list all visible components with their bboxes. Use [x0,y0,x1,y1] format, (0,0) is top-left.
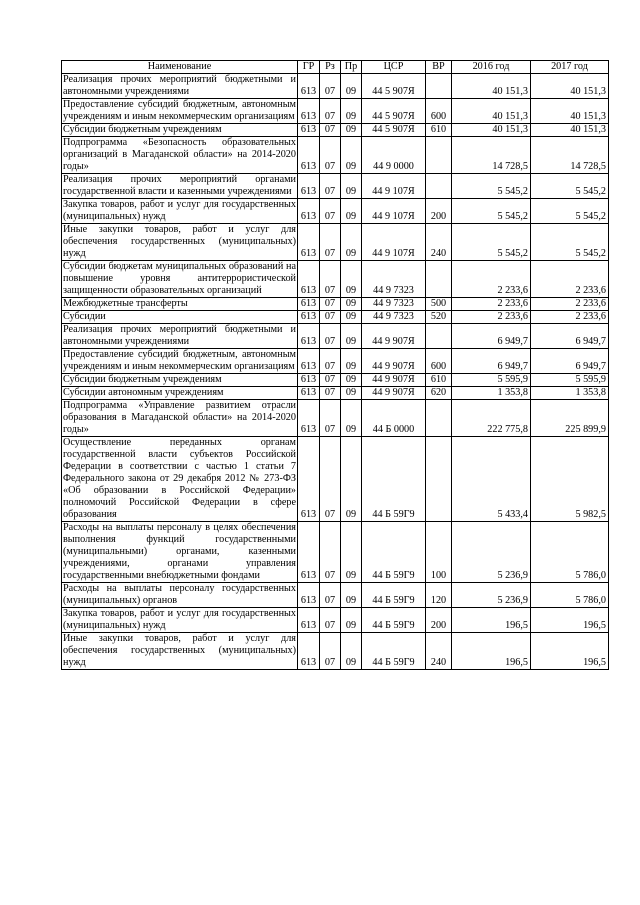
cell-2017: 5 595,9 [531,374,609,387]
cell-2017: 6 949,7 [531,324,609,349]
cell-vr: 500 [426,298,452,311]
cell-csr: 44 9 907Я [362,374,426,387]
cell-gr: 613 [298,400,320,437]
header-row [62,61,609,74]
cell-gr: 613 [298,137,320,174]
cell-2016: 1 353,8 [452,387,531,400]
cell-2017: 40 151,3 [531,124,609,137]
cell-rz: 07 [320,261,341,298]
table-row [62,374,609,387]
cell-2016: 40 151,3 [452,99,531,124]
cell-csr: 44 Б 0000 [362,400,426,437]
table-row [62,324,609,349]
cell-2016: 5 236,9 [452,522,531,583]
header-pr: Пр [341,61,362,74]
cell-2017: 2 233,6 [531,311,609,324]
cell-vr: 100 [426,522,452,583]
cell-pr: 09 [341,199,362,224]
cell-vr [426,137,452,174]
cell-csr: 44 Б 59Г9 [362,633,426,670]
cell-csr: 44 Б 59Г9 [362,608,426,633]
cell-name: Расходы на выплаты персоналу в целях обеспечения выполнения функций государственными (муниципальными) органами, казенными учреждениями, органами управления государственными внебюджетными фондами [63,522,296,581]
cell-rz: 07 [320,298,341,311]
table-row [62,224,609,261]
cell-gr: 613 [298,199,320,224]
cell-name: Реализация прочих мероприятий бюджетными и автономными учреждениями [63,324,296,347]
cell-pr: 09 [341,298,362,311]
cell-2016: 5 236,9 [452,583,531,608]
cell-rz: 07 [320,387,341,400]
cell-vr: 600 [426,349,452,374]
cell-2017: 14 728,5 [531,137,609,174]
cell-2016: 5 433,4 [452,437,531,522]
cell-csr: 44 9 107Я [362,174,426,199]
cell-gr: 613 [298,224,320,261]
cell-name: Подпрограмма «Управление развитием отрасли образования в Магаданской области» на 2014-2020 годы» [63,400,296,435]
cell-rz: 07 [320,137,341,174]
cell-rz: 07 [320,74,341,99]
cell-gr: 613 [298,124,320,137]
cell-pr: 09 [341,349,362,374]
cell-gr: 613 [298,324,320,349]
cell-rz: 07 [320,608,341,633]
cell-gr: 613 [298,633,320,670]
cell-2017: 1 353,8 [531,387,609,400]
cell-pr: 09 [341,522,362,583]
cell-csr: 44 9 7323 [362,311,426,324]
cell-csr: 44 9 7323 [362,261,426,298]
cell-pr: 09 [341,261,362,298]
table-row [62,137,609,174]
cell-vr [426,261,452,298]
table-row [62,633,609,670]
cell-gr: 613 [298,311,320,324]
cell-name: Реализация прочих мероприятий органами государственной власти и казенными учреждениями [63,174,296,197]
header-csr: ЦСР [362,61,426,74]
table-row [62,124,609,137]
cell-rz: 07 [320,437,341,522]
cell-csr: 44 5 907Я [362,124,426,137]
table-row [62,311,609,324]
cell-name: Иные закупки товаров, работ и услуг для обеспечения государственных (муниципальных) нужд [63,633,296,668]
table-row [62,199,609,224]
header-name: Наименование [62,61,298,74]
cell-2016: 196,5 [452,633,531,670]
cell-2016: 5 595,9 [452,374,531,387]
cell-rz: 07 [320,224,341,261]
cell-name: Субсидии автономным учреждениям [62,387,298,400]
cell-rz: 07 [320,583,341,608]
cell-2017: 2 233,6 [531,261,609,298]
cell-2017: 196,5 [531,633,609,670]
cell-csr: 44 9 907Я [362,349,426,374]
cell-vr [426,400,452,437]
budget-table [61,60,609,670]
cell-2017: 196,5 [531,608,609,633]
cell-2016: 40 151,3 [452,74,531,99]
cell-pr: 09 [341,124,362,137]
cell-rz: 07 [320,633,341,670]
cell-vr: 610 [426,124,452,137]
cell-pr: 09 [341,74,362,99]
cell-rz: 07 [320,374,341,387]
cell-vr [426,437,452,522]
cell-rz: 07 [320,174,341,199]
header-rz: Рз [320,61,341,74]
cell-rz: 07 [320,400,341,437]
cell-gr: 613 [298,298,320,311]
cell-name: Предоставление субсидий бюджетным, автономным учреждениям и иным некоммерческим организациям [63,99,296,122]
header-vr: ВР [426,61,452,74]
cell-vr: 520 [426,311,452,324]
cell-pr: 09 [341,324,362,349]
cell-vr: 120 [426,583,452,608]
cell-name: Расходы на выплаты персоналу государственных (муниципальных) органов [63,583,296,606]
cell-name: Закупка товаров, работ и услуг для государственных (муниципальных) нужд [63,608,296,631]
cell-rz: 07 [320,349,341,374]
cell-rz: 07 [320,522,341,583]
cell-gr: 613 [298,349,320,374]
cell-2016: 196,5 [452,608,531,633]
cell-2016: 5 545,2 [452,174,531,199]
table-row [62,608,609,633]
table-row [62,298,609,311]
cell-vr: 610 [426,374,452,387]
cell-pr: 09 [341,633,362,670]
cell-pr: 09 [341,174,362,199]
cell-2017: 5 786,0 [531,583,609,608]
table-row [62,400,609,437]
cell-name: Иные закупки товаров, работ и услуг для обеспечения государственных (муниципальных) нужд [63,224,296,259]
cell-2017: 5 545,2 [531,174,609,199]
cell-gr: 613 [298,174,320,199]
table-row [62,437,609,522]
cell-pr: 09 [341,99,362,124]
cell-gr: 613 [298,437,320,522]
header-2017: 2017 год [531,61,609,74]
cell-pr: 09 [341,437,362,522]
cell-2017: 40 151,3 [531,74,609,99]
cell-name: Реализация прочих мероприятий бюджетными и автономными учреждениями [63,74,296,97]
cell-pr: 09 [341,374,362,387]
cell-name: Субсидии бюджетным учреждениям [62,124,298,137]
cell-vr [426,74,452,99]
cell-2017: 2 233,6 [531,298,609,311]
table-row [62,387,609,400]
cell-gr: 613 [298,387,320,400]
cell-name: Межбюджетные трансферты [62,298,298,311]
cell-vr: 200 [426,199,452,224]
cell-2016: 40 151,3 [452,124,531,137]
cell-rz: 07 [320,124,341,137]
cell-csr: 44 9 107Я [362,224,426,261]
cell-pr: 09 [341,311,362,324]
table-row [62,349,609,374]
cell-gr: 613 [298,74,320,99]
cell-2016: 2 233,6 [452,311,531,324]
cell-name: Подпрограмма «Безопасность образовательных организаций в Магаданской области» на 2014-2020 годы» [63,137,296,172]
cell-csr: 44 9 907Я [362,324,426,349]
table-row [62,99,609,124]
cell-pr: 09 [341,400,362,437]
header-2016: 2016 год [452,61,531,74]
cell-csr: 44 5 907Я [362,99,426,124]
cell-gr: 613 [298,522,320,583]
cell-rz: 07 [320,324,341,349]
table-row [62,261,609,298]
cell-gr: 613 [298,583,320,608]
cell-name: Закупка товаров, работ и услуг для государственных (муниципальных) нужд [63,199,296,222]
table-row [62,583,609,608]
cell-pr: 09 [341,608,362,633]
cell-2016: 14 728,5 [452,137,531,174]
cell-vr [426,174,452,199]
cell-2016: 222 775,8 [452,400,531,437]
cell-2017: 6 949,7 [531,349,609,374]
cell-csr: 44 Б 59Г9 [362,522,426,583]
cell-gr: 613 [298,261,320,298]
cell-gr: 613 [298,608,320,633]
cell-pr: 09 [341,224,362,261]
cell-csr: 44 5 907Я [362,74,426,99]
cell-2017: 5 545,2 [531,199,609,224]
table-row [62,522,609,583]
cell-2016: 2 233,6 [452,298,531,311]
cell-csr: 44 Б 59Г9 [362,583,426,608]
cell-name: Субсидии [62,311,298,324]
table-row [62,74,609,99]
cell-name: Субсидии бюджетам муниципальных образований на повышение уровня антитеррористической защищенности образовательных организаций [63,261,296,296]
cell-vr: 200 [426,608,452,633]
cell-csr: 44 9 7323 [362,298,426,311]
cell-2016: 5 545,2 [452,199,531,224]
header-gr: ГР [298,61,320,74]
cell-csr: 44 Б 59Г9 [362,437,426,522]
cell-csr: 44 9 0000 [362,137,426,174]
cell-vr: 240 [426,224,452,261]
cell-2017: 5 786,0 [531,522,609,583]
cell-name: Осуществление переданных органам государственной власти субъектов Российской Федерации в соответствии с частью 1 статьи 7 Федерального закона от 29 декабря 2012 № 273-ФЗ «Об образовании в Российской Федерации» полномочий Российской Федерации в сфере образования [63,437,296,520]
cell-pr: 09 [341,137,362,174]
cell-pr: 09 [341,583,362,608]
cell-2017: 5 545,2 [531,224,609,261]
table-row [62,174,609,199]
cell-csr: 44 9 907Я [362,387,426,400]
cell-2016: 6 949,7 [452,324,531,349]
cell-2016: 5 545,2 [452,224,531,261]
table-body [62,74,609,670]
cell-gr: 613 [298,374,320,387]
cell-gr: 613 [298,99,320,124]
cell-2016: 2 233,6 [452,261,531,298]
cell-name: Предоставление субсидий бюджетным, автономным учреждениям и иным некоммерческим организациям [63,349,296,372]
cell-vr [426,324,452,349]
cell-2017: 5 982,5 [531,437,609,522]
cell-2017: 225 899,9 [531,400,609,437]
cell-2016: 6 949,7 [452,349,531,374]
cell-vr: 620 [426,387,452,400]
cell-csr: 44 9 107Я [362,199,426,224]
cell-name: Субсидии бюджетным учреждениям [62,374,298,387]
cell-rz: 07 [320,199,341,224]
cell-2017: 40 151,3 [531,99,609,124]
cell-rz: 07 [320,99,341,124]
cell-vr: 240 [426,633,452,670]
table-header [62,61,609,74]
cell-vr: 600 [426,99,452,124]
cell-rz: 07 [320,311,341,324]
cell-pr: 09 [341,387,362,400]
